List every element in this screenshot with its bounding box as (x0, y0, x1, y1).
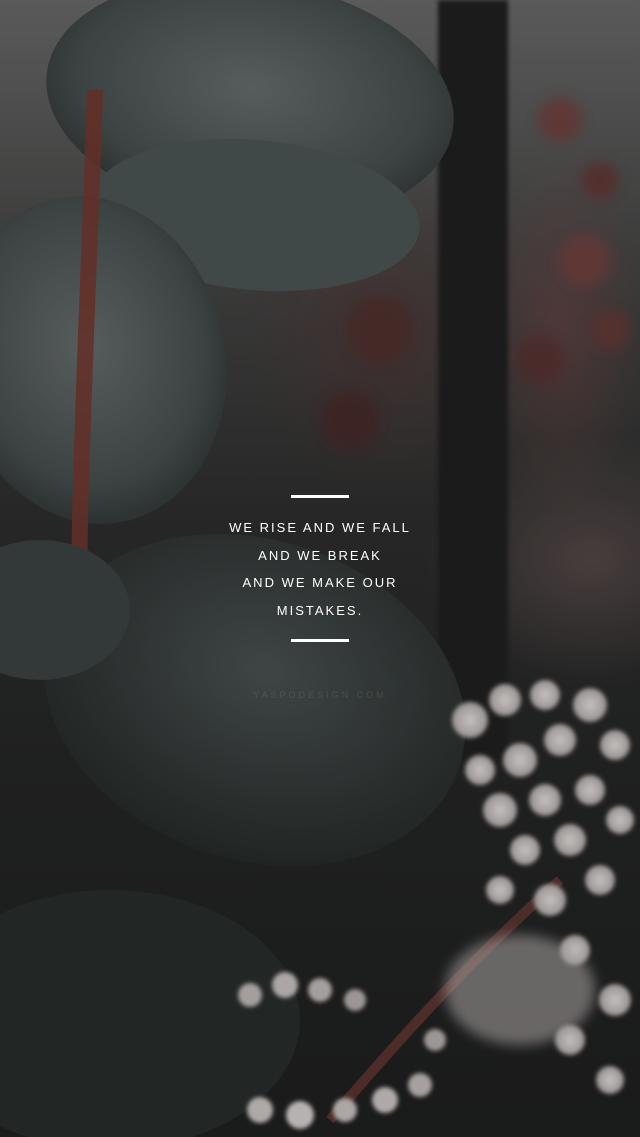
quote-line-1: WE RISE AND WE FALL (229, 520, 411, 535)
quote-line-3: AND WE MAKE OUR (242, 575, 398, 590)
quote-text (0, 514, 640, 624)
quote-block (0, 495, 640, 642)
bottom-rule (291, 639, 349, 642)
quote-line-4: MISTAKES. (276, 602, 364, 618)
quote-line-2: AND WE BREAK (258, 547, 382, 563)
top-rule (291, 495, 349, 498)
watermark: YASPODESIGN.COM (253, 690, 387, 700)
